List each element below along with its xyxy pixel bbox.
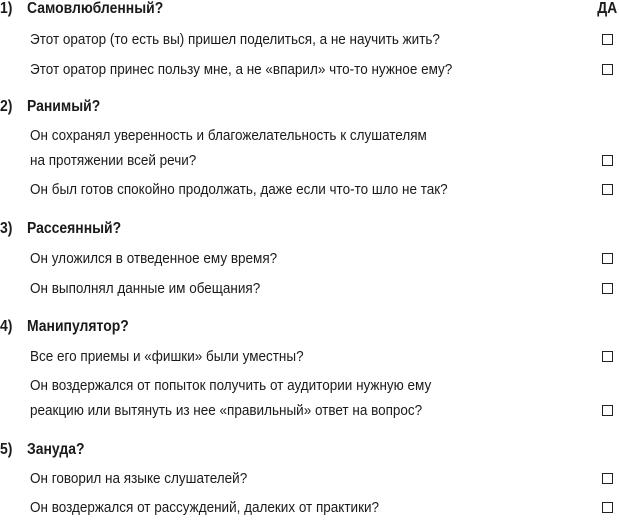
checkbox-2-1[interactable] [602, 155, 613, 166]
question-text: Он уложился в отведенное ему время? [30, 250, 278, 267]
checkbox-5-2[interactable] [602, 502, 613, 513]
checkbox-5-1[interactable] [602, 473, 613, 484]
question-text: Он говорил на языке слушателей? [30, 470, 248, 487]
question-5-1 [30, 466, 247, 491]
yes-column-header: ДА [596, 0, 617, 17]
section-heading: Манипулятор? [27, 318, 129, 335]
section-number: 4) [0, 318, 13, 335]
section-1-title [0, 0, 163, 18]
checkbox-3-2[interactable] [602, 283, 613, 294]
question-text: Он выполнял данные им обещания? [30, 280, 261, 297]
question-text: Он воздержался от рассуждений, далеких от практики? [30, 499, 380, 516]
checkbox-1-2[interactable] [602, 64, 613, 75]
checkbox-4-2[interactable] [602, 405, 613, 416]
question-text: Этот оратор принес пользу мне, а не «впарил» что-то нужное ему? [30, 61, 453, 78]
question-3-1 [30, 246, 277, 271]
section-heading: Ранимый? [27, 98, 101, 115]
question-text: Он был готов спокойно продолжать, даже если что-то шло не так? [30, 181, 448, 198]
question-text-line-1: Он сохранял уверенность и благожелательность к слушателям [30, 127, 427, 144]
checkbox-1-1[interactable] [602, 34, 613, 45]
question-4-1 [30, 344, 304, 369]
question-2-1 [30, 123, 427, 173]
section-3-title [0, 220, 121, 238]
section-number: 5) [0, 441, 13, 458]
checkbox-4-1[interactable] [602, 351, 613, 362]
question-2-2 [30, 177, 448, 202]
section-number: 1) [0, 0, 13, 17]
section-heading: Рассеянный? [27, 220, 122, 237]
section-number: 2) [0, 98, 13, 115]
question-1-1 [30, 27, 440, 52]
checkbox-2-2[interactable] [602, 184, 613, 195]
section-4-title [0, 318, 129, 336]
question-text-line-1: Он воздержался от попыток получить от аудитории нужную ему [30, 377, 432, 394]
question-1-2 [30, 57, 452, 82]
question-text-line-2: реакцию или вытянуть из нее «правильный» ответ на вопрос? [30, 402, 423, 419]
question-text-line-2: на протяжении всей речи? [30, 152, 197, 169]
section-number: 3) [0, 220, 13, 237]
question-5-2 [30, 495, 379, 520]
question-text: Этот оратор (то есть вы) пришел поделиться, а не научить жить? [30, 31, 440, 48]
question-3-2 [30, 276, 260, 301]
section-heading: Зануда? [27, 441, 85, 458]
section-2-title [0, 98, 100, 116]
question-4-2 [30, 373, 431, 423]
section-5-title [0, 441, 84, 459]
checkbox-3-1[interactable] [602, 253, 613, 264]
question-text: Все его приемы и «фишки» были уместны? [30, 348, 304, 365]
section-heading: Самовлюбленный? [27, 0, 164, 17]
